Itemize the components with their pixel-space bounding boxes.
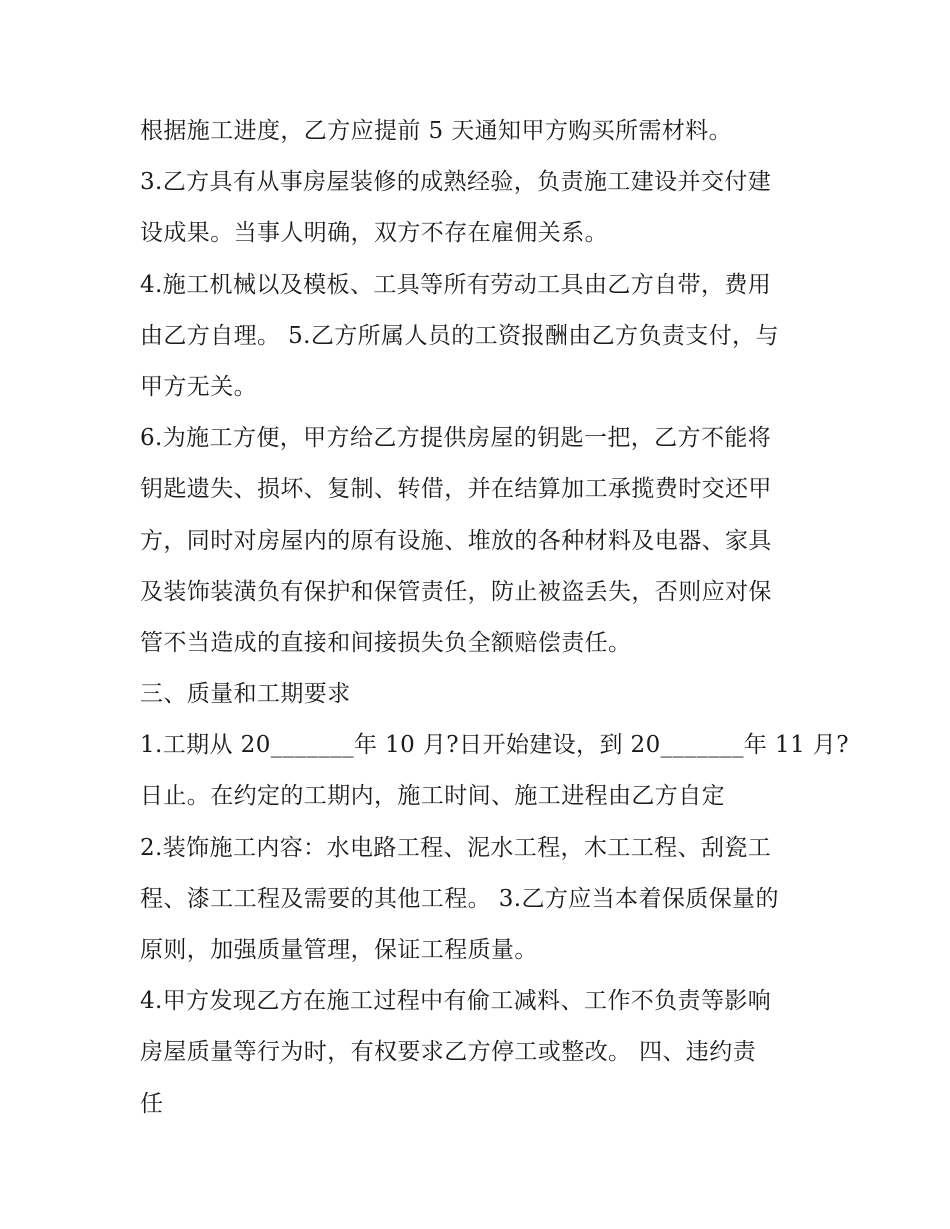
contract-text — [140, 106, 849, 1130]
text-line: 程、漆工工程及需要的其他工程。 3.乙方应当本着保质保量的 — [140, 885, 779, 912]
text-line: 管不当造成的直接和间接损失负全额赔偿责任。 — [140, 629, 632, 656]
text-line: 房屋质量等行为时，有权要求乙方停工或整改。 四、违约责 — [140, 1039, 757, 1066]
text-line: 4.甲方发现乙方在施工过程中有偷工减料、工作不负责等影响 — [140, 988, 772, 1015]
text-line: 6.为施工方便，甲方给乙方提供房屋的钥匙一把，乙方不能将 — [140, 425, 772, 452]
text-line: 设成果。当事人明确，双方不存在雇佣关系。 — [140, 220, 608, 247]
text-line: 日止。在约定的工期内，施工时间、施工进程由乙方自定 — [140, 783, 725, 810]
text-line: 及装饰装潢负有保护和保管责任，防止被盗丢失，否则应对保 — [140, 578, 772, 605]
text-line: 2.装饰施工内容：水电路工程、泥水工程，木工工程、刮瓷工 — [140, 834, 772, 861]
text-line: 钥匙遗失、损坏、复制、转借，并在结算加工承揽费时交还甲 — [140, 476, 772, 503]
text-line: 原则，加强质量管理，保证工程质量。 — [140, 937, 538, 963]
text-line: 方，同时对房屋内的原有设施、堆放的各种材料及电器、家具 — [140, 527, 772, 554]
text-line: 4.施工机械以及模板、工具等所有劳动工具由乙方自带，费用 — [140, 271, 772, 298]
section-heading: 三、质量和工期要求 — [140, 681, 351, 708]
text-line: 由乙方自理。 5.乙方所属人员的工资报酬由乙方负责支付，与 — [140, 322, 779, 349]
text-line: 甲方无关。 — [140, 373, 257, 400]
text-line: 根据施工进度，乙方应提前 5 天通知甲方购买所需材料。 — [140, 118, 733, 144]
text-line: 3.乙方具有从事房屋装修的成熟经验，负责施工建设并交付建 — [140, 169, 772, 196]
text-line: 1.工期从 20_______年 10 月?日开始建设，到 20_______年 11 月? — [140, 732, 849, 759]
text-line: 任 — [140, 1090, 164, 1117]
